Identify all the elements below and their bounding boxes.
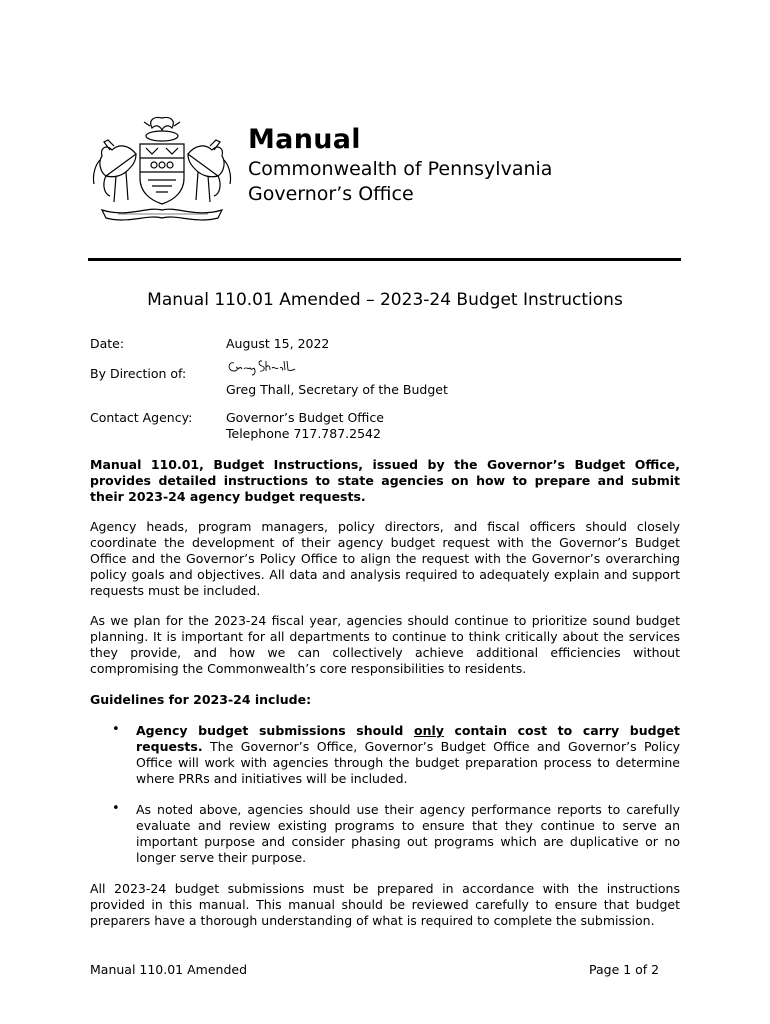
direction-value: Greg Thall, Secretary of the Budget: [226, 382, 448, 397]
office-name: Governor’s Office: [248, 183, 414, 205]
contact-value: Governor’s Budget Office: [226, 410, 384, 425]
direction-label: By Direction of:: [90, 366, 187, 381]
guidelines-heading: Guidelines for 2023-24 include:: [90, 692, 312, 707]
date-value: August 15, 2022: [226, 336, 330, 351]
intro-paragraph: Manual 110.01, Budget Instructions, issued by the Governor’s Budget Office, provides detailed instructions to state agencies on how to prepare and submit their 2023-24 agency budget requests.: [90, 457, 680, 504]
org-name: Commonwealth of Pennsylvania: [248, 158, 553, 180]
contact-phone: Telephone 717.787.2542: [226, 426, 381, 441]
guideline-item: As noted above, agencies should use their agency performance reports to carefully evaluate and review existing programs to ensure that they continue to serve an important purpose and consider phasing out programs which are duplicative or no longer serve their purpose.: [136, 802, 680, 865]
guideline-bold-lead: Agency budget submissions should: [136, 723, 414, 738]
paragraph-submission: All 2023-24 budget submissions must be prepared in accordance with the instructions provided in this manual. This manual should be reviewed carefully to ensure that budget preparers have a thorough understanding of what is required to complete the submission.: [90, 881, 680, 928]
paragraph-planning: As we plan for the 2023-24 fiscal year, agencies should continue to prioritize sound budget planning. It is important for all departments to continue to think critically about the services they provide, and how we can collectively achieve additional efficiencies without compromising the Commonwealth’s core responsibilities to residents.: [90, 613, 680, 676]
date-label: Date:: [90, 336, 125, 351]
guideline-emphasis: only: [413, 723, 444, 738]
paragraph-coordination: Agency heads, program managers, policy directors, and fiscal officers should closely coordinate the development of their agency budget request with the Governor’s Budget Office and the Governor’s Policy Office to align the request with the Governor’s overarching policy goals and objectives. All data and analysis required to adequately explain and support requests must be included.: [90, 519, 680, 598]
guideline-bold-tail: contain cost to carry budget requests.: [136, 723, 680, 754]
coat-of-arms-seal: [88, 114, 236, 224]
footer-document-name: Manual 110.01 Amended: [90, 962, 248, 977]
manual-heading: Manual: [248, 124, 361, 155]
signature: [226, 357, 296, 377]
guideline-item: [136, 723, 680, 787]
bullet-marker: •: [112, 722, 120, 737]
header-divider: [88, 258, 681, 261]
document-title: Manual 110.01 Amended – 2023-24 Budget Instructions: [147, 290, 623, 310]
contact-label: Contact Agency:: [90, 410, 193, 425]
footer-page-number: Page 1 of 2: [589, 962, 660, 977]
guideline-text: The Governor’s Office, Governor’s Budget Office and Governor’s Policy Office will work with agencies through the budget preparation process to determine where PRRs and initiatives will be included.: [136, 739, 680, 786]
bullet-marker: •: [112, 801, 120, 816]
